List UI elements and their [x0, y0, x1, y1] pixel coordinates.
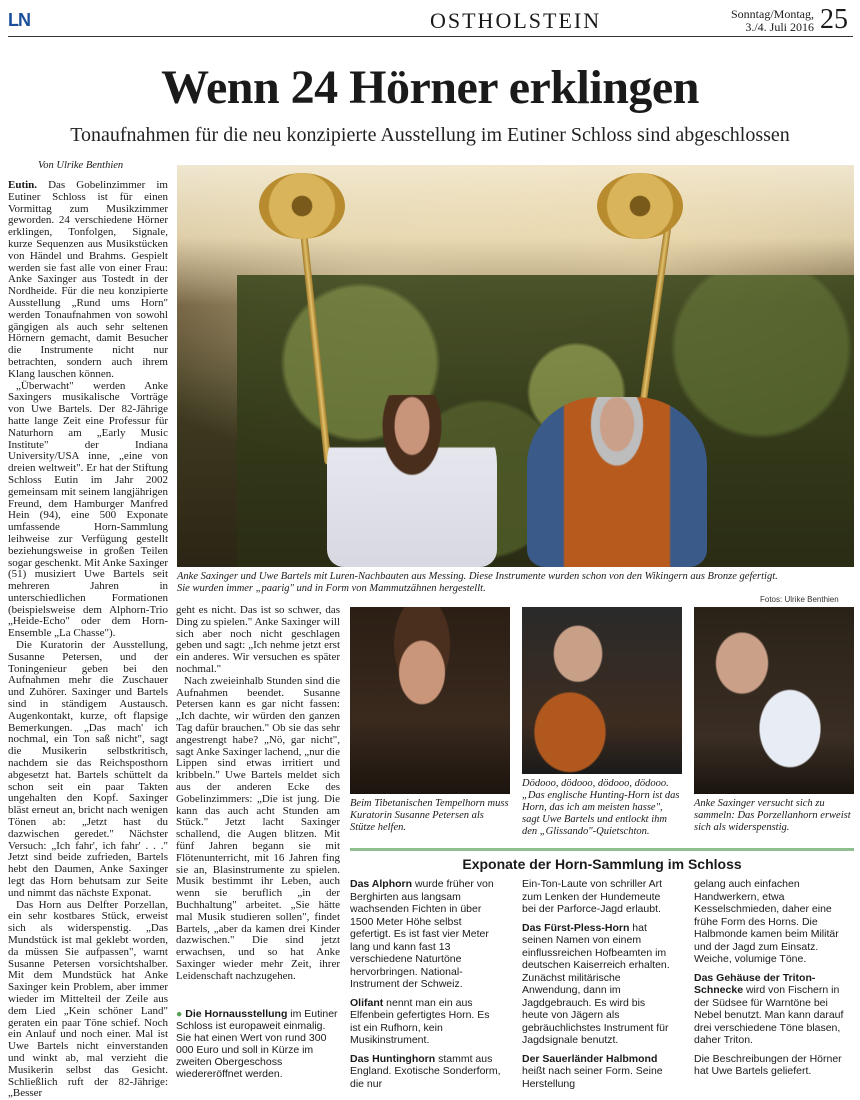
main-photo-caption: [177, 571, 854, 595]
person-anke-saxinger: [327, 395, 497, 567]
box-entry: [694, 878, 852, 966]
note-text: im Eutiner Schloss ist europaweit einmalig. Sie hat einen Wert von rund 300 000 Euro und soll in Kürze im zweiten Obergeschoss wiedereröffnet werden.: [176, 1008, 338, 1080]
article-headline: Wenn 24 Hörner erklingen: [161, 61, 699, 114]
main-photo: [177, 165, 854, 567]
article-byline: Von Ulrike Benthien: [38, 160, 124, 171]
paragraph-text: Das Gobelinzimmer im Eutiner Schloss ist für einen Vormittag zum Musikzimmer geworden. 24 verschiedene Hörner erklingen, Tonfolgen, Signale, kurze Sequenzen aus Musikstücken von Händel und Brahms. Gespielt werden sie fast alle von einer Frau: Anke Saxinger aus Tostedt in der Nordheide. Für die neu konzipierte Ausstellung „Rund ums Horn" werden Tonaufnahmen von sowohl gängigen als auch sehr seltenen Hörnern gemacht, damit Besucher die Instrumente nicht nur betrachten, sondern auch ihrem Klang lauschen können.: [8, 179, 168, 380]
photo-hunting-horn: [522, 607, 682, 774]
entry-lead: Das Gehäuse der Triton-Schnecke: [694, 971, 816, 996]
entry-lead: Der Sauerländer Halbmond: [522, 1052, 658, 1065]
photo-tibetan-temple-horn: [350, 607, 510, 794]
info-box-column-3: [694, 878, 852, 1077]
dateline-place: Eutin.: [8, 179, 38, 191]
article-column-1: [8, 179, 168, 1100]
box-entry: [522, 878, 674, 916]
lure-horn-left-bell: [259, 173, 345, 239]
entry-text: nennt man ein aus Elfenbein gefertigtes Horn. Es ist ein Rufhorn, kein Musikinstrument.: [350, 996, 490, 1046]
entry-lead: Das Fürst-Pless-Horn: [522, 921, 630, 934]
photo-porcelain-horn: [694, 607, 854, 794]
person-uwe-bartels: [527, 397, 707, 567]
box-entry: [694, 972, 852, 1047]
article-column-2: [176, 605, 340, 1048]
paragraph-text: Die Kuratorin der Ausstellung, Susanne Petersen, und der Toningenieur geben bei den Aufnahmen mehr die Zuschauer und Zuhörer. Saxinger und Bartels sind in ständigem Austausch. Augenkontakt, kurze, oft flapsige Bemerkungen. „Das mach' ich nochmal, ein Ton saß nicht", sagt die Musikerin selbstkritisch, nachdem sie das Reichsposthorn abgesetzt hat. Bartels schüttelt da schon seit ein paar Takten ungehalten den Kopf. Saxinger bläst erneut an, bricht nach wenigen Tönen ab: „Jetzt hast du dazwischen geredet." Nächster Versuch: „Ich fahr', ich fahr' . . ." Jetzt sind beide zufrieden, Bartels hebt den Daumen, Anke Saxinger legt das Horn behutsam zur Seite und nimmt das nächste Exponat.: [8, 639, 168, 899]
page-number: 25: [820, 4, 848, 35]
entry-lead: Das Huntinghorn: [350, 1052, 436, 1065]
section-title: OSTHOLSTEIN: [430, 8, 602, 33]
issue-date: [706, 8, 814, 34]
photo-credit: Fotos: Ulrike Benthien: [760, 595, 839, 604]
bullet-icon: ●: [176, 1008, 183, 1020]
paragraph: [8, 900, 168, 1100]
paragraph: [8, 381, 168, 641]
box-entry: [522, 922, 674, 1047]
info-box-column-2: [522, 878, 674, 1090]
info-box-column-1: [350, 878, 502, 1090]
box-entry: [350, 1053, 502, 1091]
entry-text: stammt aus England. Exotische Sonderform, die nur: [350, 1052, 501, 1090]
box-entry: [350, 878, 502, 991]
paragraph: [8, 180, 168, 381]
header-divider: [8, 36, 853, 37]
lure-horn-right-bell: [597, 173, 683, 239]
caption-line: Anke Saxinger und Uwe Bartels mit Luren-Nachbauten aus Messing. Diese Instrumente wurden schon von den Wikingern aus Bronze gefertigt.: [177, 571, 778, 582]
box-entry: [522, 1053, 674, 1091]
entry-text: heißt nach seiner Form. Seine Herstellung: [522, 1065, 663, 1090]
paragraph-text: geht es nicht. Das ist so schwer, das Ding zu spielen." Anke Saxinger will sich aber noch nicht geschlagen geben und sagt: „Ich nehme jetzt erst ein anderes. Wir versuchen es später nochmal.": [176, 604, 340, 675]
issue-date-line2: 3./4. Juli 2016: [745, 20, 814, 34]
box-entry: [694, 1053, 852, 1078]
entry-text: wurde früher von Berghirten aus langsam wachsenden Fichten in über 1500 Meter Höhe selbst gefertigt. Es ist fast vier Meter lang und kann fast 13 verschiedene Naturtöne hervorbringen. National-Instrument der Schweiz.: [350, 878, 494, 990]
paragraph: [8, 640, 168, 900]
note-lead: Die Hornausstellung: [185, 1008, 288, 1020]
info-box-rule: [350, 848, 854, 851]
entry-text: wird von Fischern in der Südsee für Warntöne bei Nebel benutzt. Man kann darauf drei verschiedene Töne blasen, daher Triton.: [694, 984, 844, 1046]
article-subheadline: Tonaufnahmen für die neu konzipierte Ausstellung im Eutiner Schloss sind abgeschlossen: [70, 124, 790, 146]
entry-text: Ein-Ton-Laute von schriller Art zum Lenken der Hundemeute bei der Parforce-Jagd erlaubt.: [522, 878, 663, 915]
entry-text: Die Beschreibungen der Hörner hat Uwe Bartels geliefert.: [694, 1052, 842, 1077]
info-box-title: Exponate der Horn-Sammlung im Schloss: [462, 856, 742, 872]
issue-date-line1: Sonntag/Montag,: [731, 7, 814, 21]
entry-lead: Das Alphorn: [350, 878, 413, 890]
paragraph: [176, 676, 340, 983]
entry-text: gelang auch einfachen Handwerkern, etwa Kesselschmieden, daher eine frühe Form des Horns. Die Halbmonde kamen beim Militär und der Jagd zum Einsatz. Weiche, volumige Töne.: [694, 878, 839, 965]
photo-caption-3: Anke Saxinger versucht sich zu sammeln: Das Porzellanhorn erweist sich als widerspenstig.: [694, 798, 851, 833]
photo-caption-2: Dödooo, dödooo, dödooo, dödooo. „Das englische Hunting-Horn ist das Horn, das ich am meisten hasse", sagt Uwe Bartels und entlockt ihm den „Glissando"-Quietschton.: [522, 778, 680, 837]
entry-lead: Olifant: [350, 996, 384, 1009]
entry-text: hat seinen Namen von einem einflussreichen Hofbeamten im deutschen Kaiserreich erhalten. Zunächst militärische Anwendung, dann im Jagdgebrauch. Es wird bis heute von Jägern als gebräuchlichstes Instrument für Jagdsignale benutzt.: [522, 921, 670, 1046]
box-entry: [350, 997, 502, 1047]
paragraph-text: „Überwacht" werden Anke Saxingers musikalische Vorträge von Uwe Bartels. Der 82-Jährige hatte lange Zeit eine Professur für Naturhorn am „Early Music Institute" der Indiana University/USA inne, „eine von dreien weltweit". Er hat der Stiftung Schloss Eutin im Jahr 2002 gemeinsam mit seinem langjährigen Freund, dem Hamburger Manfred Hein (94), eine 500 Exponate umfassende Horn-Sammlung leihweise zur Verfügung gestellt beziehungsweise in großen Teilen sogar geschenkt. Mit Anke Saxinger (51) musiziert Uwe Bartels seit mehreren Jahren in unterschiedlichen Formationen (beispielsweise dem Alphorn-Trio „Heide-Echo" oder dem Horn-Ensemble „La Chasse").: [8, 379, 168, 640]
paragraph-text: Nach zweieinhalb Stunden sind die Aufnahmen beendet. Susanne Petersen kann es gar nicht fassen: „Ich dachte, wir würden den ganzen Tag dafür brauchen." Ob sie das sehr angestrengt habe? „Nö, gar nicht", sagt Anke Saxinger lachend, „nur die Lippen sind etwas irritiert und kribbeln." Uwe Bartels meldet sich aus der anderen Ecke des Gobelinzimmers: „Die ist jung. Die kann das auch acht Stunden am Stück." Jetzt lacht Saxinger schallend, die Augen blitzen. Mit fünf Jahren begann sie mit Flötenunterricht, mit 16 Jahren fing sie an, Blasinstrumente zu spielen. Musik bestimmt ihr Leben, auch wenn sie beruflich „in der Buchhaltung" arbeitet. „Sie hätte mal Musik studieren sollen", findet Bartels, „aber da kamen drei Kinder dazwischen." Die sind jetzt erwachsen, und so hat Anke Saxinger wieder mehr Zeit, ihrer Leidenschaft nachzugehen.: [176, 674, 340, 982]
info-note: [176, 1008, 340, 1080]
newspaper-logo: LN: [8, 10, 30, 30]
photo-caption-1: Beim Tibetanischen Tempelhorn muss Kuratorin Susanne Petersen als Stütze helfen.: [350, 798, 509, 833]
paragraph-text: Das Horn aus Delfter Porzellan, ein sehr kostbares Stück, erweist sich als widerspenstig. „Das Mundstück ist mal geklebt worden, da müssen Sie aufpassen", warnt Susanne Petersen vorsichtshalber. Mit dem Mundstück hat Anke Saxinger kein Problem, aber immer wieder im Mittelteil der Zeile aus dem Lied „Kein schöner Land" geraten ein paar Töne schief. Noch ein Anlauf und noch einer. Mal ist Uwe Bartels nicht einverstanden und winkt ab, mal verzieht die Musikerin selbst das Gesicht. Schließlich ruft der 82-Jährige: „Besser: [8, 898, 168, 1100]
caption-line: Sie wurden immer „paarig" und in Form von Mammutzähnen hergestellt.: [177, 583, 486, 594]
paragraph: [176, 605, 340, 676]
